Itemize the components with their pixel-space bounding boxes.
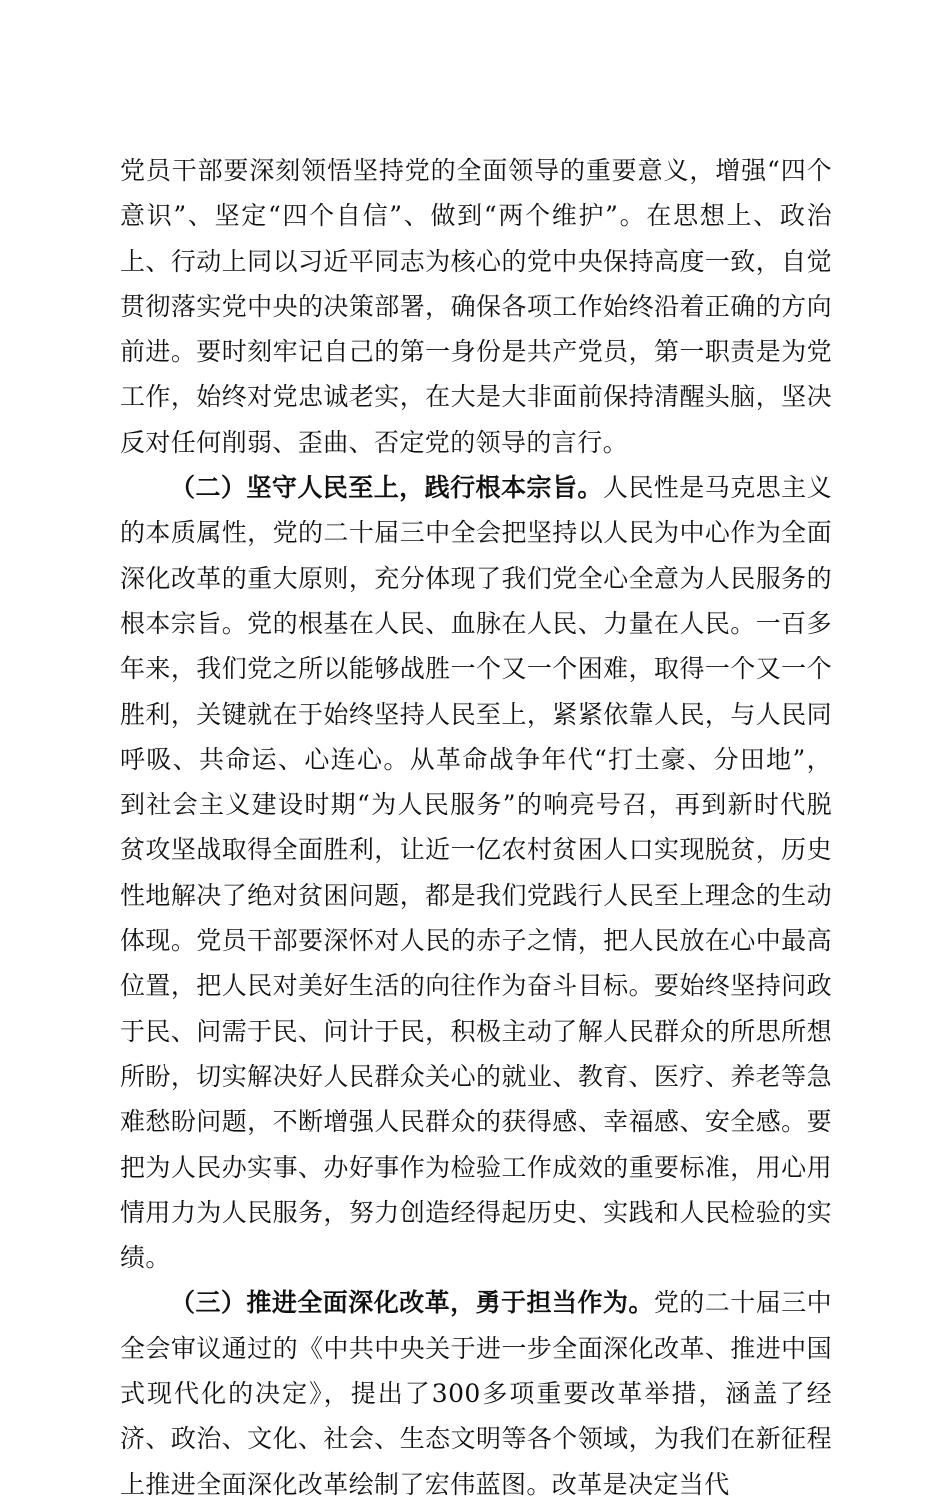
section-heading-3: （三）推进全面深化改革，勇于担当作为。 <box>170 1288 654 1318</box>
paragraph-2-text: 人民性是马克思主义的本质属性，党的二十届三中全会把坚持以人民为中心作为全面深化改革的重大原则，充分体现了我们党全心全意为人民服务的根本宗旨。党的根基在人民、血脉在人民、力量在人民。一百多年来，我们党之所以能够战胜一个又一个困难，取得一个又一个胜利，关键就在于始终坚持人民至上，紧紧依靠人民，与人民同呼吸、共命运、心连心。从革命战争年代“打土豪、分田地”，到社会主义建设时期“为人民服务”的响亮号召，再到新时代脱贫攻坚战取得全面胜利，让近一亿农村贫困人口实现脱贫，历史性地解决了绝对贫困问题，都是我们党践行人民至上理念的生动体现。党员干部要深怀对人民的赤子之情，把人民放在心中最高位置，把人民对美好生活的向往作为奋斗目标。要始终坚持问政于民、问需于民、问计于民，积极主动了解人民群众的所思所想所盼，切实解决好人民群众关心的就业、教育、医疗、养老等急难愁盼问题，不断增强人民群众的获得感、幸福感、安全感。要把为人民办实事、办好事作为检验工作成效的重要标准，用心用情用力为人民服务，努力创造经得起历史、实践和人民检验的实绩。 <box>120 473 832 1273</box>
section-heading-2: （二）坚守人民至上，践行根本宗旨。 <box>170 473 603 503</box>
paragraph-3-text: 党的二十届三中全会审议通过的《中共中央关于进一步全面深化改革、推进中国式现代化的决定》，提出了300多项重要改革举措，涵盖了经济、政治、文化、社会、生态文明等各个领域，为我们在新征程上推进全面深化改革绘制了宏伟蓝图。改革是决定当代 <box>120 1288 832 1499</box>
paragraph-2 <box>120 465 832 1280</box>
document-page <box>120 148 832 1507</box>
paragraph-3 <box>120 1280 832 1506</box>
paragraph-1 <box>120 148 832 465</box>
paragraph-1-text: 党员干部要深刻领悟坚持党的全面领导的重要意义，增强“四个意识”、坚定“四个自信”、做到“两个维护”。在思想上、政治上、行动上同以习近平同志为核心的党中央保持高度一致，自觉贯彻落实党中央的决策部署，确保各项工作始终沿着正确的方向前进。要时刻牢记自己的第一身份是共产党员，第一职责是为党工作，始终对党忠诚老实，在大是大非面前保持清醒头脑，坚决反对任何削弱、歪曲、否定党的领导的言行。 <box>120 156 832 457</box>
